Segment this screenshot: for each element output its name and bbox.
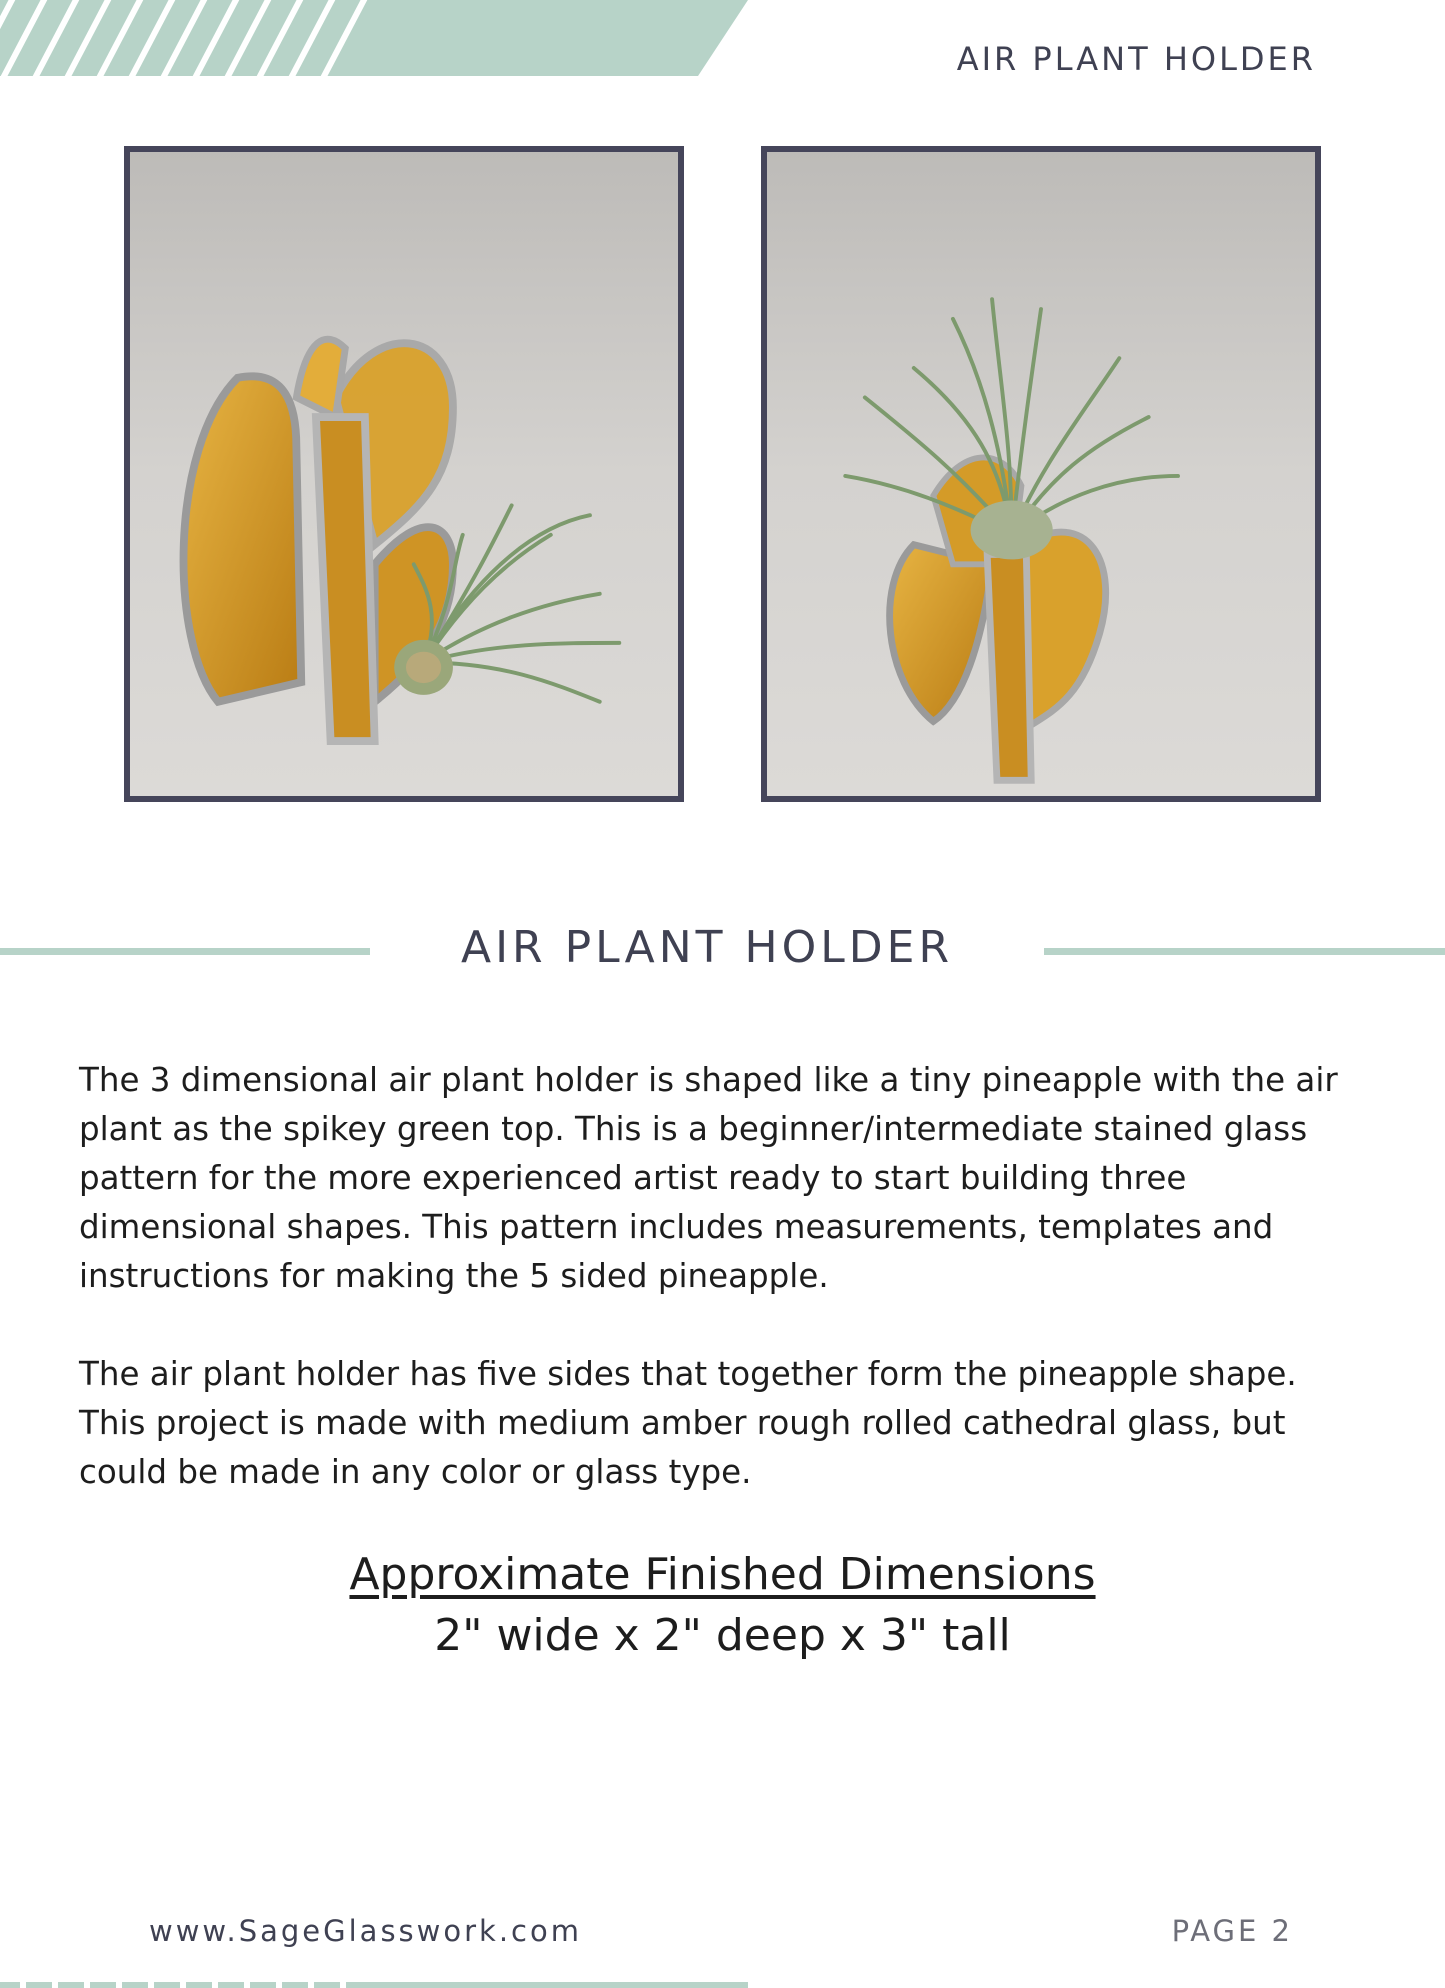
description-paragraph: The 3 dimensional air plant holder is shaped like a tiny pineapple with the air plant as the spikey green top. This is a beginner/intermediate stained glass pattern for the more experienced artist ready to start building three dimensional shapes. This pattern includes measurements, templates and instructions for making the 5 sided pineapple. xyxy=(79,1061,1338,1295)
section-divider-right xyxy=(1044,948,1445,955)
product-photo-image xyxy=(130,152,678,796)
section-divider-left xyxy=(0,948,370,955)
description-paragraph: The air plant holder has five sides that together form the pineapple shape. This project is made with medium amber rough rolled cathedral glass, but could be made in any color or glass type. xyxy=(79,1355,1297,1491)
header-title: AIR PLANT HOLDER xyxy=(956,40,1316,78)
product-photo-holder-with-plant xyxy=(124,146,684,802)
page-number: PAGE 2 xyxy=(1171,1914,1293,1948)
product-photo-holder-with-plant-inside xyxy=(761,146,1321,802)
product-photo-image xyxy=(767,152,1315,796)
dimensions-value: 2" wide x 2" deep x 3" tall xyxy=(434,1610,1011,1661)
bottom-stripe-banner xyxy=(0,1982,760,1988)
footer-website-link[interactable]: www.SageGlasswork.com xyxy=(149,1914,582,1948)
section-heading: AIR PLANT HOLDER xyxy=(460,922,954,973)
dimensions-title: Approximate Finished Dimensions xyxy=(349,1549,1096,1600)
top-stripe-banner xyxy=(0,0,760,80)
